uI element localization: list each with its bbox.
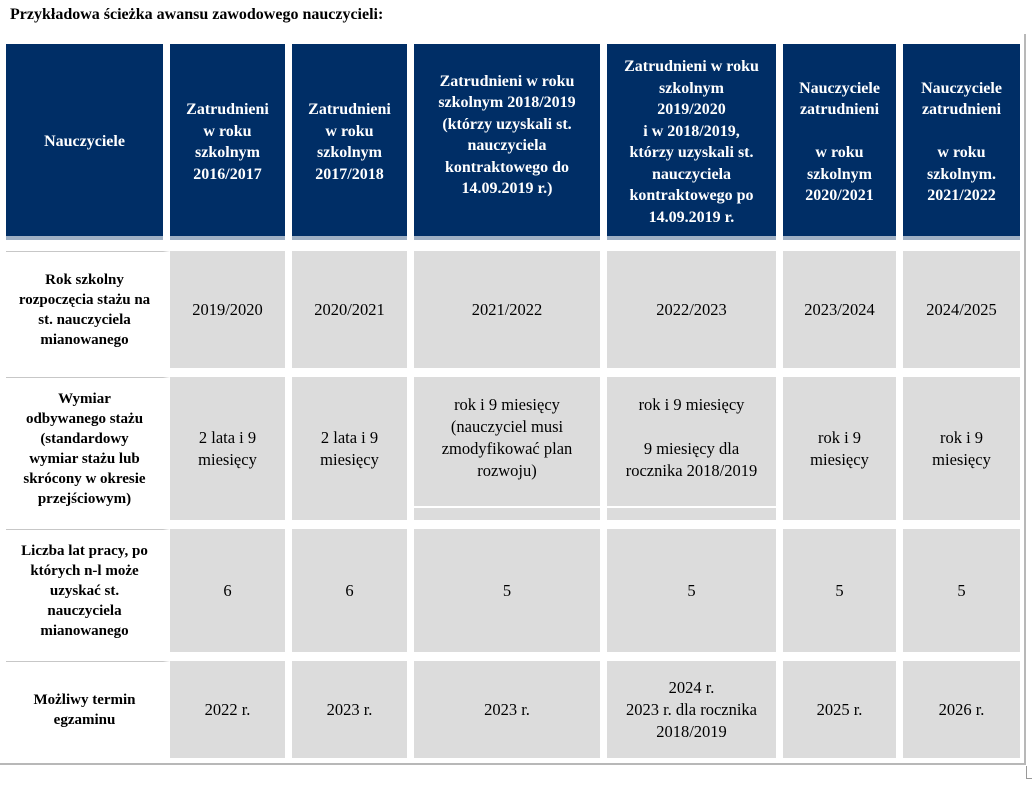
header-col-2021-2022: Nauczyciele zatrudnieni w roku szkolnym. 2021/2022 [903, 44, 1020, 251]
promotion-path-table [6, 44, 1020, 758]
table-cell: 5 [783, 529, 903, 661]
table-row [6, 377, 1020, 529]
table-cell: 2023 r. [292, 661, 414, 758]
table-cell: 2025 r. [783, 661, 903, 758]
table-cell: 2022 r. [170, 661, 292, 758]
table-cell: 2026 r. [903, 661, 1020, 758]
table-cell: 6 [170, 529, 292, 661]
row-label-start-year: Rok szkolny rozpoczęcia stażu na st. nauczyciela mianowanego [6, 251, 170, 377]
table-cell: 5 [414, 529, 607, 661]
table-cell: 2024/2025 [903, 251, 1020, 377]
cell-divider [414, 506, 600, 508]
table-cell: 2 lata i 9 miesięcy [170, 377, 292, 529]
table-cell: 2019/2020 [170, 251, 292, 377]
table-cell: rok i 9 miesięcy [783, 377, 903, 529]
row-label-years-of-work: Liczba lat pracy, po których n-l może uzyskać st. nauczyciela mianowanego [6, 529, 170, 661]
table-row [6, 661, 1020, 758]
table-cell: 6 [292, 529, 414, 661]
table-cell: 5 [903, 529, 1020, 661]
frame-corner [1026, 766, 1032, 779]
header-col-2018-2019: Zatrudnieni w roku szkolnym 2018/2019 (którzy uzyskali st. nauczyciela kontraktowego do 14.09.2019 r.) [414, 44, 607, 251]
table-row [6, 251, 1020, 377]
header-col-2017-2018: Zatrudnieni w roku szkolnym 2017/2018 [292, 44, 414, 251]
table-cell: 2 lata i 9 miesięcy [292, 377, 414, 529]
row-label-exam-date: Możliwy termin egzaminu [6, 661, 170, 758]
table-cell: 2021/2022 [414, 251, 607, 377]
table-cell: 2022/2023 [607, 251, 783, 377]
header-col-2016-2017: Zatrudnieni w roku szkolnym 2016/2017 [170, 44, 292, 251]
table-cell: 2023 r. [414, 661, 607, 758]
table-cell: 2024 r. 2023 r. dla rocznika 2018/2019 [607, 661, 783, 758]
table-cell: 5 [607, 529, 783, 661]
row-label-internship-length: Wymiar odbywanego stażu (standardowy wymiar stażu lub skrócony w okresie przejściowym) [6, 377, 170, 529]
table-cell: 2020/2021 [292, 251, 414, 377]
page-title: Przykładowa ścieżka awansu zawodowego nauczycieli: [10, 6, 384, 23]
table-header-row [6, 44, 1020, 251]
table-row [6, 529, 1020, 661]
header-col-2019-2020: Zatrudnieni w roku szkolnym 2019/2020 i w 2018/2019, którzy uzyskali st. nauczyciela kontraktowego po 14.09.2019 r. [607, 44, 783, 251]
cell-divider [607, 506, 776, 508]
header-col-2020-2021: Nauczyciele zatrudnieni w roku szkolnym 2020/2021 [783, 44, 903, 251]
table-cell: rok i 9 miesięcy [903, 377, 1020, 529]
header-teachers: Nauczyciele [6, 44, 170, 251]
table-cell: rok i 9 miesięcy 9 miesięcy dla rocznika 2018/2019 [607, 377, 783, 529]
table-cell: 2023/2024 [783, 251, 903, 377]
table-cell: rok i 9 miesięcy (nauczyciel musi zmodyfikować plan rozwoju) [414, 377, 607, 529]
